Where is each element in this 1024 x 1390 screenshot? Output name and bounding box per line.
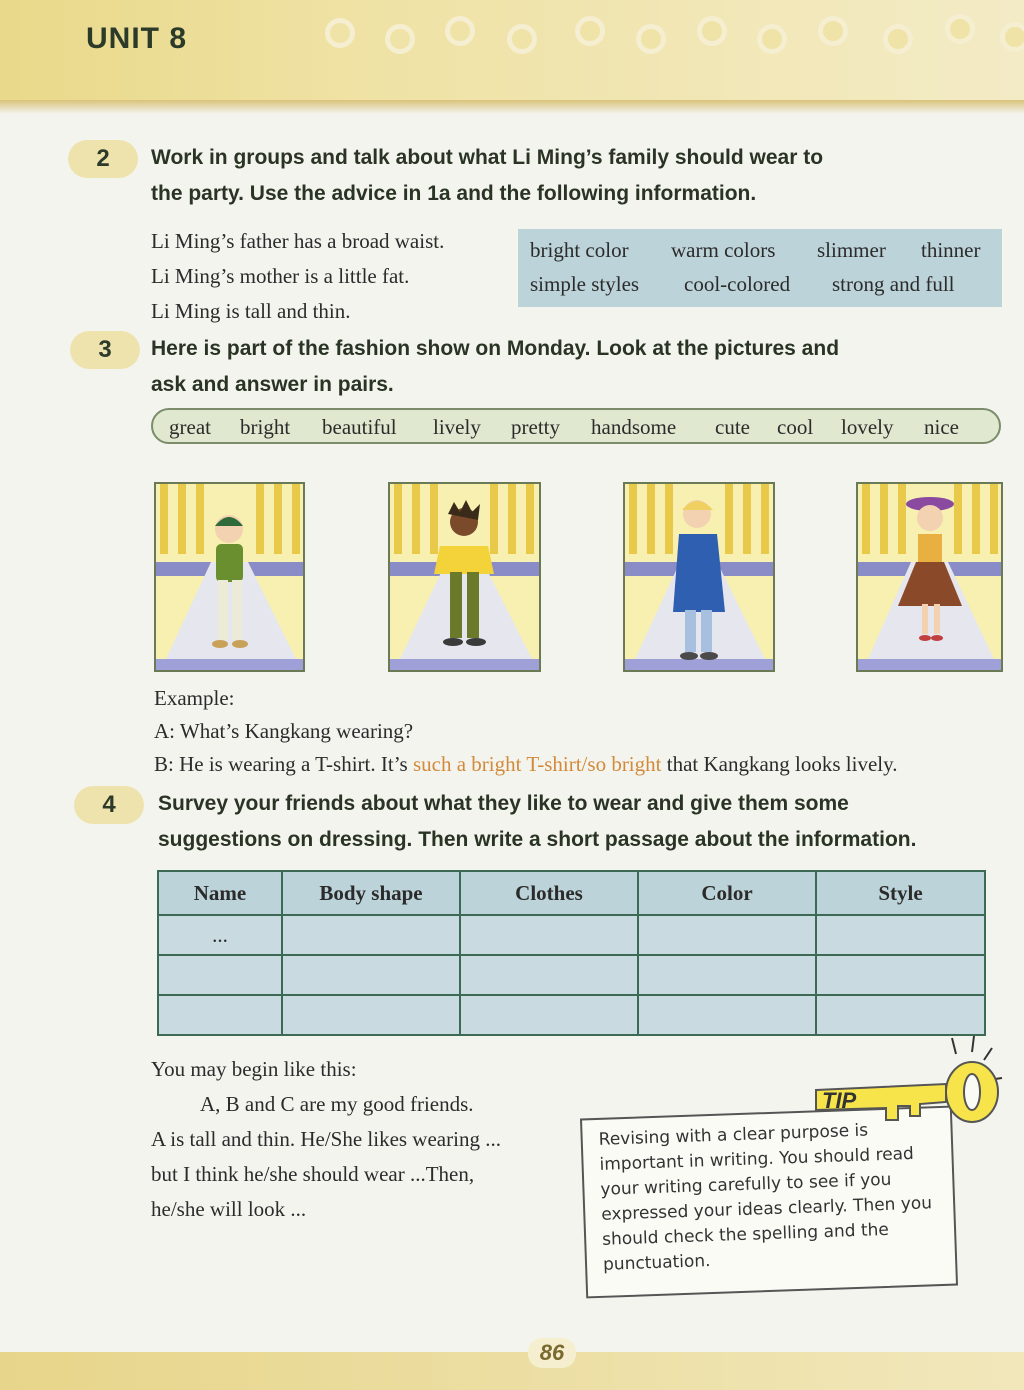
footer-band	[0, 1352, 1024, 1390]
table-row	[158, 915, 985, 955]
passage-line-2: A is tall and thin. He/She likes wearing ...	[151, 1127, 501, 1151]
table-cell: ...	[158, 915, 282, 955]
table-cell	[638, 915, 816, 955]
fact-li-ming: Li Ming is tall and thin.	[151, 299, 351, 323]
table-cell	[282, 995, 460, 1035]
table-cell	[460, 995, 638, 1035]
header-shadow	[0, 100, 1024, 114]
key-icon	[812, 1030, 1012, 1140]
circle-icon	[1000, 22, 1024, 52]
circle-icon	[575, 16, 605, 46]
advice-word: strong and full	[832, 272, 955, 296]
adjective-word: great	[169, 415, 211, 439]
advice-word-box	[518, 229, 1002, 307]
advice-word: simple styles	[530, 272, 640, 296]
section-3-number: 3	[70, 331, 140, 369]
table-cell	[158, 955, 282, 995]
table-cell	[638, 955, 816, 995]
example-line-b-end: that Kangkang looks lively.	[661, 752, 898, 776]
circle-icon	[507, 24, 537, 54]
circle-icon	[945, 14, 975, 44]
table-cell	[816, 995, 985, 1035]
example-line-b-start: B: He is wearing a T-shirt. It’s	[154, 752, 413, 776]
passage-line-4: he/she will look ...	[151, 1197, 307, 1221]
table-cell	[638, 995, 816, 1035]
circle-icon	[445, 16, 475, 46]
fashion-picture-girl-dress	[856, 482, 1003, 672]
table-header-name: Name	[158, 871, 282, 915]
fact-mother: Li Ming’s mother is a little fat.	[151, 264, 410, 288]
circle-icon	[818, 16, 848, 46]
section-4-number: 4	[74, 786, 144, 824]
adjective-word: pretty	[511, 415, 560, 439]
adjective-word: nice	[924, 415, 959, 439]
page-number: 86	[528, 1338, 576, 1368]
example-line-a: A: What’s Kangkang wearing?	[154, 719, 414, 743]
table-header-body-shape: Body shape	[282, 871, 460, 915]
adjective-word: cool	[777, 415, 814, 439]
table-header-color: Color	[638, 871, 816, 915]
circle-icon	[385, 24, 415, 54]
survey-table	[157, 870, 986, 1036]
table-row	[158, 955, 985, 995]
circle-icon	[325, 18, 355, 48]
section-4-title-line1: Survey your friends about what they like to wear and give them some	[158, 792, 849, 815]
section-3-title-line1: Here is part of the fashion show on Monday. Look at the pictures and	[151, 337, 840, 360]
circle-icon	[636, 24, 666, 54]
table-header-clothes: Clothes	[460, 871, 638, 915]
table-cell	[282, 955, 460, 995]
fact-father: Li Ming’s father has a broad waist.	[151, 229, 445, 253]
section-3-title-line2: ask and answer in pairs.	[151, 373, 394, 396]
example-line-b-highlight: such a bright T-shirt/so bright	[412, 752, 662, 776]
adjective-word: lovely	[841, 415, 894, 439]
table-cell	[158, 995, 282, 1035]
adjective-word: handsome	[591, 415, 677, 439]
section-2-number: 2	[68, 140, 138, 178]
passage-line-1: A, B and C are my good friends.	[200, 1092, 474, 1116]
table-cell	[816, 915, 985, 955]
adjective-word: lively	[433, 415, 481, 439]
tip-text: Revising with a clear purpose is important in writing. You should read your writing carefully to see if you expressed your ideas clearly. Then you should check the spelling and the punctuation.	[598, 1120, 933, 1275]
section-2-title-line2: the party. Use the advice in 1a and the following information.	[151, 182, 757, 205]
table-header-row	[158, 871, 985, 915]
table-cell	[460, 955, 638, 995]
advice-word: bright color	[530, 238, 629, 262]
tip-label: TIP	[822, 1088, 857, 1113]
adjective-word: beautiful	[322, 415, 397, 439]
advice-word: warm colors	[671, 238, 776, 262]
circle-icon	[757, 24, 787, 54]
adjective-word-strip	[151, 408, 1001, 444]
adjective-word: bright	[240, 415, 291, 439]
unit-title: UNIT 8	[86, 22, 188, 55]
table-cell	[282, 915, 460, 955]
table-cell	[816, 955, 985, 995]
section-2-title-line1: Work in groups and talk about what Li Ming’s family should wear to	[151, 146, 824, 169]
table-row	[158, 995, 985, 1035]
advice-word: cool-colored	[684, 272, 791, 296]
section-4-title-line2: suggestions on dressing. Then write a short passage about the information.	[158, 828, 917, 851]
fashion-picture-boy-jacket	[388, 482, 541, 672]
table-cell	[460, 915, 638, 955]
circle-icon	[883, 24, 913, 54]
fashion-picture-boy-tshirt	[154, 482, 305, 672]
circle-icon	[697, 16, 727, 46]
begin-label: You may begin like this:	[151, 1057, 357, 1081]
example-line-b	[154, 752, 898, 777]
adjective-word: cute	[715, 415, 750, 439]
fashion-picture-boy-coat	[623, 482, 775, 672]
advice-word: slimmer	[817, 238, 886, 262]
example-label: Example:	[154, 686, 235, 710]
passage-line-3: but I think he/she should wear ...Then,	[151, 1162, 475, 1186]
advice-word: thinner	[921, 238, 981, 262]
table-header-style: Style	[816, 871, 985, 915]
